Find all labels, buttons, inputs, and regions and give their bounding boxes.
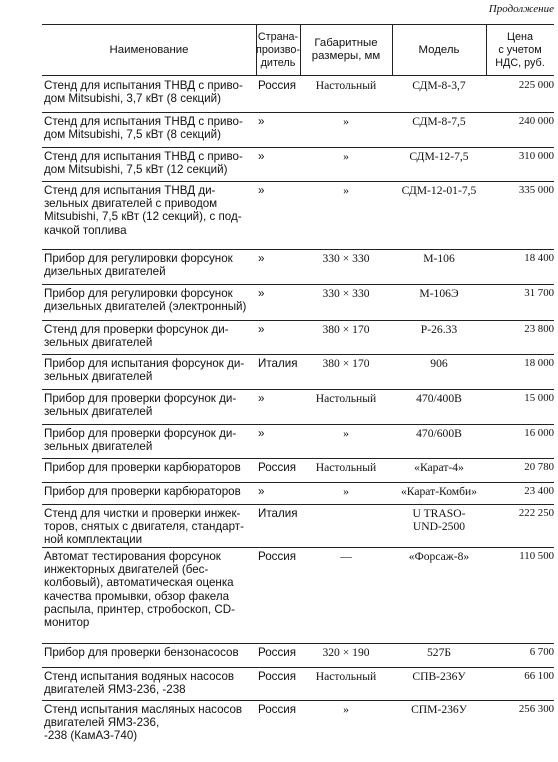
- header-price: Цена с учетом НДС, руб.: [495, 30, 545, 69]
- cell-dimensions: 320 × 190: [322, 646, 370, 659]
- cell-price: 16 000: [524, 427, 554, 439]
- cell-country: »: [258, 427, 265, 440]
- table-row: [42, 424, 554, 459]
- cell-name: Стенд испытания водяных насосов двигателей ЯМЗ-236, -238: [44, 670, 235, 697]
- cell-price: 31 700: [524, 287, 554, 299]
- cell-price: 66 100: [524, 670, 554, 682]
- cell-dimensions: 330 × 330: [322, 287, 370, 300]
- cell-dimensions: »: [343, 485, 349, 498]
- cell-dimensions: »: [343, 115, 349, 128]
- cell-price: 222 250: [518, 507, 554, 519]
- header-dimensions: Габаритные размеры, мм: [311, 37, 381, 62]
- cell-model: СДМ-12-7,5: [409, 150, 469, 163]
- table-row: [42, 504, 554, 548]
- cell-model: М-106: [423, 252, 455, 265]
- table-row: [42, 389, 554, 425]
- cell-country: »: [258, 485, 265, 498]
- cell-name: Прибор для проверки форсунок ди- зельных двигателей: [44, 427, 237, 454]
- cell-name: Стенд для испытания ТНВД с приво- дом Mitsubishi, 7,5 кВт (12 секций): [44, 150, 243, 177]
- cell-dimensions: »: [343, 703, 349, 716]
- cell-price: 256 300: [518, 703, 554, 715]
- cell-name: Прибор для регулировки форсунок дизельных двигателей (электронный): [44, 287, 247, 314]
- cell-country: Россия: [258, 79, 297, 92]
- cell-country: »: [258, 323, 265, 336]
- table-row: [42, 249, 554, 285]
- cell-name: Стенд для проверки форсунок ди- зельных двигателей: [44, 323, 229, 350]
- cell-dimensions: 380 × 170: [322, 357, 370, 370]
- cell-model: СДМ-8-7,5: [412, 115, 466, 128]
- cell-country: »: [258, 287, 265, 300]
- cell-country: Россия: [258, 461, 297, 474]
- cell-dimensions: Настольный: [315, 461, 377, 474]
- table-row: [42, 76, 554, 113]
- cell-dimensions: »: [343, 427, 349, 440]
- cell-name: Стенд для испытания ТНВД с приво- дом Mitsubishi, 7,5 кВт (8 секций): [44, 115, 243, 142]
- cell-country: Россия: [258, 703, 297, 716]
- cell-name: Прибор для проверки форсунок ди- зельных двигателей: [44, 392, 237, 419]
- cell-model: СПВ-236У: [412, 670, 466, 683]
- cell-dimensions: 330 × 330: [322, 252, 370, 265]
- cell-model: 527Б: [426, 646, 452, 659]
- cell-model: 470/400В: [416, 392, 462, 405]
- cell-dimensions: Настольный: [315, 79, 377, 92]
- cell-price: 20 780: [524, 461, 554, 473]
- cell-price: 6 700: [529, 646, 554, 658]
- cell-model: СДМ-12-01-7,5: [401, 184, 477, 197]
- cell-country: Россия: [258, 550, 297, 563]
- cell-price: 18 000: [524, 357, 554, 369]
- cell-model: «Карат-Комби»: [400, 485, 478, 498]
- table-row: [42, 700, 554, 750]
- cell-dimensions: Настольный: [315, 670, 377, 683]
- header-country: Страна- произво- дитель: [255, 30, 301, 69]
- cell-country: »: [258, 115, 265, 128]
- cell-price: 310 000: [518, 150, 554, 162]
- cell-country: Россия: [258, 646, 297, 659]
- cell-model: U TRASO- UND-2500: [412, 507, 466, 534]
- cell-model: СПМ-236У: [411, 703, 467, 716]
- cell-country: Россия: [258, 670, 297, 683]
- table-header: [42, 24, 554, 76]
- table-row: [42, 458, 554, 483]
- cell-price: 225 000: [518, 79, 554, 91]
- cell-name: Стенд для чистки и проверки инжек- торов, снятых с двигателя, стандарт- ной комплектации: [44, 507, 244, 547]
- cell-dimensions: 380 × 170: [322, 323, 370, 336]
- cell-country: »: [258, 184, 265, 197]
- continuation-label: Продолжение: [488, 3, 554, 15]
- cell-name: Стенд для испытания ТНВД ди- зельных двигателей с приводом Mitsubishi, 7,5 кВт (12 секций), с под- качкой топлива: [44, 184, 242, 237]
- cell-name: Стенд для испытания ТНВД с приво- дом Mitsubishi, 3,7 кВт (8 секций): [44, 79, 243, 106]
- cell-name: Автомат тестирования форсунок инжекторных двигателей (бес- колбовый), автоматическая оценка качества промывки, обзор факела распыла, принтер, стробоскоп, CD- монитор: [44, 550, 235, 630]
- cell-model: «Форсаж-8»: [408, 550, 470, 563]
- cell-model: 470/600В: [416, 427, 462, 440]
- table-row: [42, 320, 554, 355]
- cell-model: Р-26.33: [420, 323, 458, 336]
- cell-dimensions: Настольный: [315, 392, 377, 405]
- table-row: [42, 643, 554, 668]
- cell-dimensions: —: [340, 550, 352, 563]
- cell-price: 15 000: [524, 392, 554, 404]
- cell-name: Прибор для проверки карбюраторов: [44, 485, 241, 498]
- cell-country: »: [258, 392, 265, 405]
- table-row: [42, 354, 554, 390]
- cell-model: СДМ-8-3,7: [412, 79, 466, 92]
- cell-name: Прибор для проверки бензонасосов: [44, 646, 239, 659]
- cell-price: 23 400: [524, 485, 554, 497]
- header-name: Наименование: [109, 43, 189, 56]
- table-row: [42, 181, 554, 250]
- cell-price: 23 800: [524, 323, 554, 335]
- cell-price: 240 000: [518, 115, 554, 127]
- table-row: [42, 147, 554, 182]
- table-row: [42, 547, 554, 644]
- table-row: [42, 667, 554, 701]
- cell-country: »: [258, 150, 265, 163]
- header-model: Модель: [418, 43, 460, 56]
- cell-model: 906: [430, 357, 448, 370]
- cell-country: Италия: [258, 357, 298, 370]
- cell-price: 110 500: [519, 550, 554, 562]
- cell-name: Стенд испытания масляных насосов двигателей ЯМЗ-236, -238 (КамАЗ-740): [44, 703, 243, 743]
- table-row: [42, 112, 554, 148]
- table-row: [42, 482, 554, 505]
- cell-price: 18 400: [524, 252, 554, 264]
- cell-country: »: [258, 252, 265, 265]
- cell-name: Прибор для регулировки форсунок дизельных двигателей: [44, 252, 233, 279]
- cell-model: «Карат-4»: [414, 461, 464, 474]
- cell-country: Италия: [258, 507, 298, 520]
- cell-name: Прибор для проверки карбюраторов: [44, 461, 241, 474]
- cell-dimensions: »: [343, 150, 349, 163]
- cell-model: М-106Э: [419, 287, 459, 300]
- table-row: [42, 284, 554, 321]
- cell-dimensions: »: [343, 184, 349, 197]
- cell-name: Прибор для испытания форсунок ди- зельных двигателей: [44, 357, 245, 384]
- cell-price: 335 000: [518, 184, 554, 196]
